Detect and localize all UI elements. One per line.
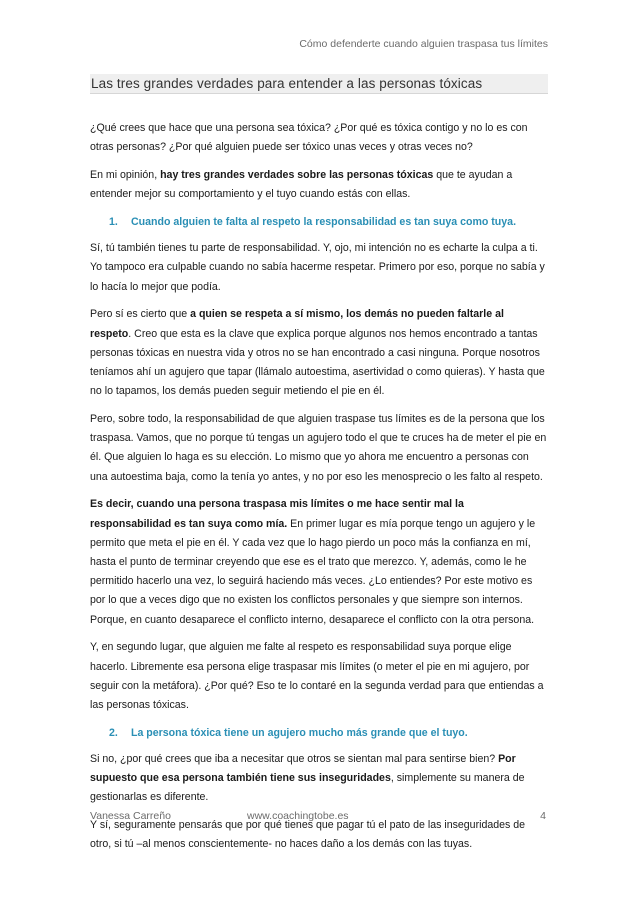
running-header: Cómo defenderte cuando alguien traspasa tus límites — [299, 38, 548, 50]
footer-website: www.coachingtobe.es — [247, 810, 349, 822]
bold-run: Por supuesto que esa persona también tiene sus inseguridades — [90, 753, 516, 785]
text-run: Si no, ¿por qué crees que iba a necesitar que otros se sientan mal para sentirse bien? — [90, 753, 499, 766]
paragraph-opinion — [90, 166, 548, 204]
text-run: Pero sí es cierto que — [90, 308, 191, 321]
text-run: En mi opinión, — [90, 169, 161, 181]
footer-author: Vanessa Carreño — [90, 810, 171, 822]
heading-number: 1. — [109, 216, 118, 228]
paragraph-insecurities — [90, 750, 548, 808]
paragraph-intro: ¿Qué crees que hace que una persona sea tóxica? ¿Por qué es tóxica contigo y no lo es con otras personas? ¿Por qué alguien puede ser tóxico unas veces y otras veces no? — [90, 122, 528, 154]
paragraph-second-place: Y, en segundo lugar, que alguien me falte al respeto es responsabilidad suya porque elige hacerlo. Libremente esa persona elige traspasar mis límites (o meter el pie en mi agujero, por seguir con la metáfora). ¿Por qué? Eso te lo contaré en la segunda verdad para que entiendas a las personas tóxicas. — [90, 641, 544, 712]
text-run: . Creo que esta es la clave que explica porque algunos nos hemos encontrado a tantas personas tóxicas en nuestra vida y otros no se han encontrado a casi ninguna. Porque nosotros teníamos ahí un agujero que tapar (llámalo autoestima, asertividad o como quieras). Y hasta que no lo tapamos, los demás pueden seguir metiendo el pie en él. — [90, 327, 545, 398]
heading-text: Cuando alguien te falta al respeto la responsabilidad es tan suya como tuya. — [131, 216, 517, 228]
section-title: Las tres grandes verdades para entender a las personas tóxicas — [90, 74, 548, 94]
paragraph-final: Y sí, seguramente pensarás que por qué tienes que pagar tú el pato de las inseguridades de otro, si tú –al menos conscientemente- no haces daño a los demás con las tuyas. — [90, 819, 526, 851]
page-footer — [90, 810, 548, 826]
text-run: En primer lugar es mía porque tengo un agujero y le permito que meta el pie en él. Y cada vez que lo hago pierdo un poco más la confianza en mí, hasta el punto de terminar creyendo que ese es el trato que merezco. Y, además, como le he permitido hacerlo una vez, lo seguirá haciendo más veces. ¿Lo entiendes? Por este motivo es por lo que a veces digo que no existen los conflictos personales y que siempre son internos. Porque, en cuanto desaparece el conflicto interno, desaparece el conflicto con la otra persona. — [90, 517, 536, 626]
paragraph-respect — [90, 305, 548, 401]
paragraph-conclusion — [90, 495, 548, 629]
text-run: que te ayudan a entender mejor su comportamiento y el tuyo cuando estás con ellas. — [90, 169, 513, 201]
numbered-heading-2 — [90, 724, 548, 743]
bold-run: hay tres grandes verdades sobre las personas tóxicas — [160, 169, 434, 181]
paragraph-limits: Pero, sobre todo, la responsabilidad de que alguien traspase tus límites es de la persona que los traspasa. Vamos, que no porque tú tengas un agujero todo el que te cruces ha de meter el pie en él. Que alguien lo haga es su elección. Lo mismo que yo ahora me encuentro a personas con una autoestima baja, como la tenía yo antes, y no por eso les menosprecio o les falto al respeto. — [90, 413, 547, 483]
body-text — [90, 119, 548, 863]
bold-run: a quien se respeta a sí mismo, los demás no pueden faltarle al respeto — [90, 308, 504, 340]
heading-text: La persona tóxica tiene un agujero mucho más grande que el tuyo. — [131, 726, 468, 739]
page-number: 4 — [540, 810, 546, 822]
heading-number: 2. — [109, 726, 118, 739]
numbered-heading-1 — [90, 213, 548, 232]
bold-run: Es decir, cuando una persona traspasa mis límites o me hace sentir mal la responsabilidad es tan suya como mía. — [90, 498, 464, 530]
paragraph-responsibility: Sí, tú también tienes tu parte de responsabilidad. Y, ojo, mi intención no es echarte la culpa a ti. Yo tampoco era culpable cuando no sabía hacerme respetar. Primero por eso, porque no sabía y lo hacía lo mejor que podía. — [90, 242, 545, 293]
text-run: , simplemente su manera de gestionarlas es diferente. — [90, 772, 525, 804]
